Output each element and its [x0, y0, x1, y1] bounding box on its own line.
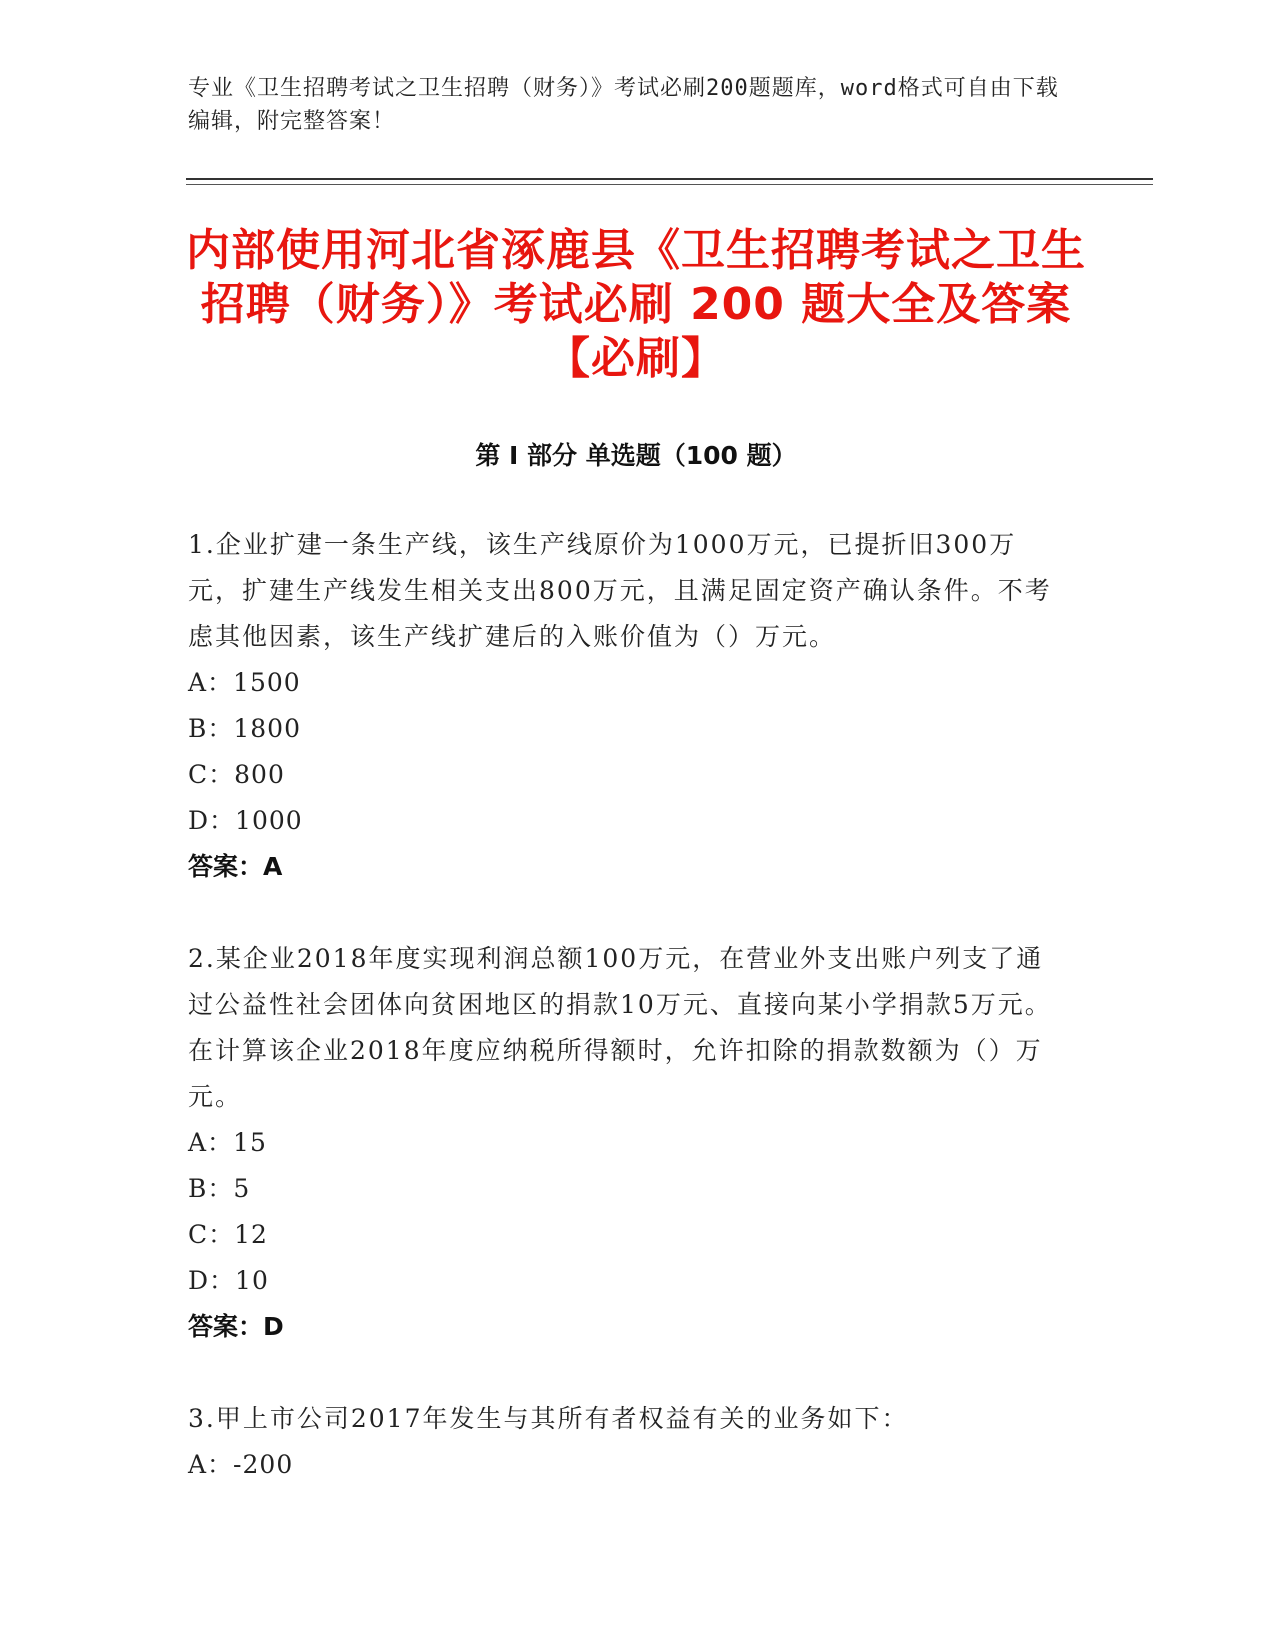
- section-title: 第 I 部分 单选题（100 题）: [475, 441, 797, 470]
- header-divider-thin: [186, 184, 1153, 185]
- option-d: D：1000: [188, 806, 303, 835]
- option-a: A：15: [188, 1128, 267, 1157]
- question-list: [188, 522, 1068, 1534]
- answer: 答案：A: [188, 852, 283, 881]
- question-2: [188, 936, 1068, 1350]
- question-stem: 1.企业扩建一条生产线，该生产线原价为1000万元，已提折旧300万元，扩建生产线发生相关支出800万元，且满足固定资产确认条件。不考虑其他因素，该生产线扩建后的入账价值为（）万元。: [188, 530, 1052, 651]
- document-title: 内部使用河北省涿鹿县《卫生招聘考试之卫生招聘（财务）》考试必刷 200 题大全及答案【必刷】: [186, 225, 1086, 384]
- option-a: A：-200: [188, 1450, 294, 1479]
- option-c: C：800: [188, 760, 285, 789]
- header-divider-thick: [186, 178, 1153, 180]
- question-1: [188, 522, 1068, 890]
- option-d: D：10: [188, 1266, 269, 1295]
- answer: 答案：D: [188, 1312, 284, 1341]
- header-note: 专业《卫生招聘考试之卫生招聘（财务）》考试必刷200题题库，word格式可自由下载编辑，附完整答案！: [188, 76, 1059, 134]
- question-3: [188, 1396, 1068, 1488]
- question-stem: 3.甲上市公司2017年发生与其所有者权益有关的业务如下：: [188, 1404, 909, 1433]
- option-a: A：1500: [188, 668, 301, 697]
- option-b: B：1800: [188, 714, 301, 743]
- question-stem: 2.某企业2018年度实现利润总额100万元，在营业外支出账户列支了通过公益性社会团体向贫困地区的捐款10万元、直接向某小学捐款5万元。在计算该企业2018年度应纳税所得额时，允许扣除的捐款数额为（）万元。: [188, 944, 1052, 1111]
- option-c: C：12: [188, 1220, 268, 1249]
- option-b: B：5: [188, 1174, 251, 1203]
